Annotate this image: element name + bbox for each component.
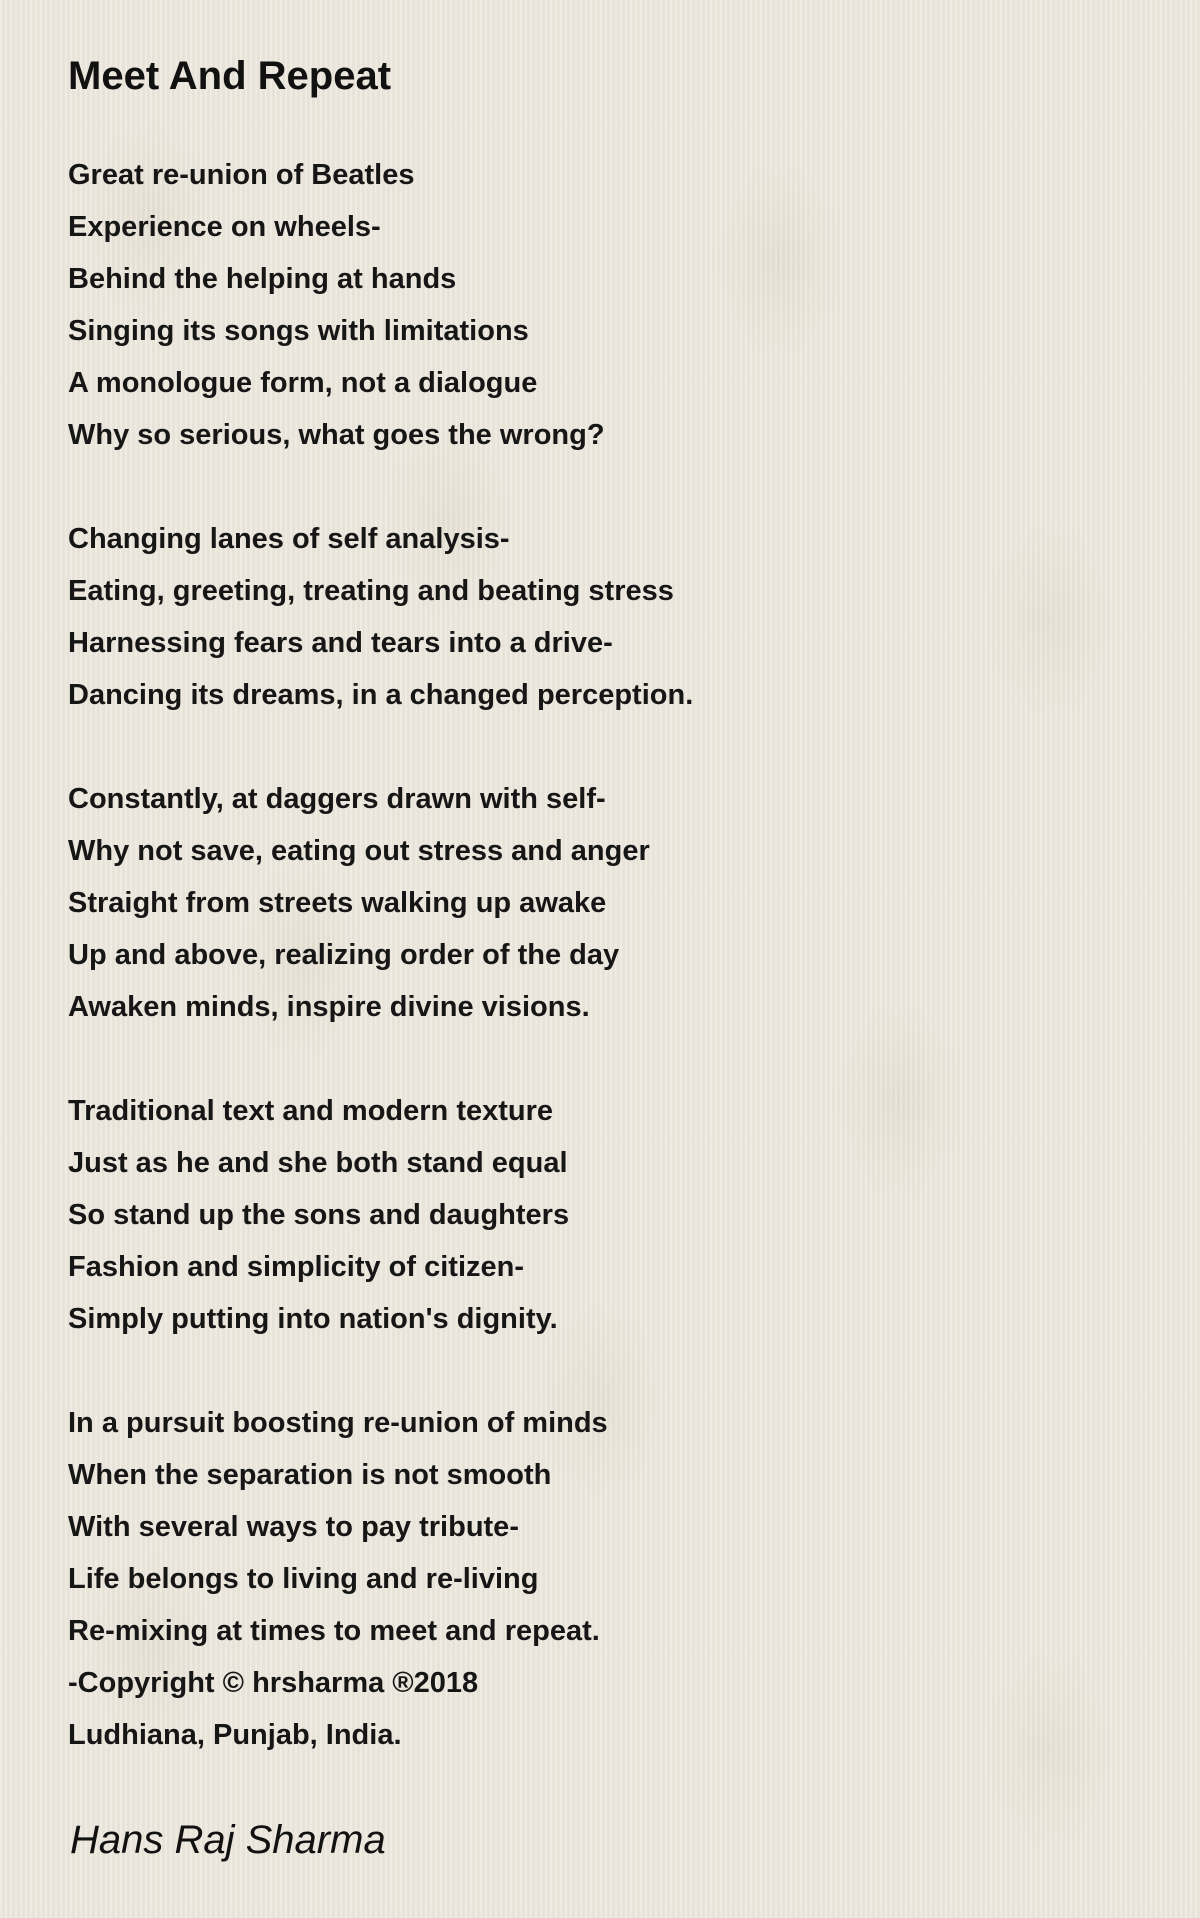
stanza-1 bbox=[68, 149, 693, 461]
poem-line: Just as he and she both stand equal bbox=[68, 1147, 568, 1179]
poem-line: Great re-union of Beatles bbox=[68, 159, 415, 191]
poem-line: Singing its songs with limitations bbox=[68, 315, 529, 347]
poem-body bbox=[68, 149, 693, 1761]
stanza-5 bbox=[68, 1397, 693, 1761]
location-line: Ludhiana, Punjab, India. bbox=[68, 1719, 402, 1751]
poem-line: Re-mixing at times to meet and repeat. bbox=[68, 1615, 600, 1647]
poem-line: When the separation is not smooth bbox=[68, 1459, 552, 1491]
poem-line: Constantly, at daggers drawn with self- bbox=[68, 783, 606, 815]
poem-line: A monologue form, not a dialogue bbox=[68, 367, 538, 399]
poem-line: Eating, greeting, treating and beating stress bbox=[68, 575, 674, 607]
poem-line: Why not save, eating out stress and anger bbox=[68, 835, 650, 867]
poem-line: Simply putting into nation's dignity. bbox=[68, 1303, 558, 1335]
poem-line: With several ways to pay tribute- bbox=[68, 1511, 519, 1543]
poem-title: Meet And Repeat bbox=[68, 54, 392, 98]
poem-line: Awaken minds, inspire divine visions. bbox=[68, 991, 590, 1023]
stanza-3 bbox=[68, 773, 693, 1033]
poem-line: Dancing its dreams, in a changed perception. bbox=[68, 679, 694, 711]
poem-line: So stand up the sons and daughters bbox=[68, 1199, 570, 1231]
poem-line: Life belongs to living and re-living bbox=[68, 1563, 539, 1595]
poem-line: Harnessing fears and tears into a drive- bbox=[68, 627, 613, 659]
author-name: Hans Raj Sharma bbox=[70, 1818, 386, 1862]
poem-line: Fashion and simplicity of citizen- bbox=[68, 1251, 524, 1283]
poem-line: Behind the helping at hands bbox=[68, 263, 457, 295]
stanza-2 bbox=[68, 513, 693, 721]
poem-line: Traditional text and modern texture bbox=[68, 1095, 554, 1127]
poem-line: In a pursuit boosting re-union of minds bbox=[68, 1407, 608, 1439]
poem-line: Up and above, realizing order of the day bbox=[68, 939, 620, 971]
stanza-4 bbox=[68, 1085, 693, 1345]
poem-line: Changing lanes of self analysis- bbox=[68, 523, 510, 555]
poem-line: Straight from streets walking up awake bbox=[68, 887, 607, 919]
poem-line: Experience on wheels- bbox=[68, 211, 381, 243]
poem-line: Why so serious, what goes the wrong? bbox=[68, 419, 605, 451]
copyright-line: -Copyright © hrsharma ®2018 bbox=[68, 1667, 479, 1699]
